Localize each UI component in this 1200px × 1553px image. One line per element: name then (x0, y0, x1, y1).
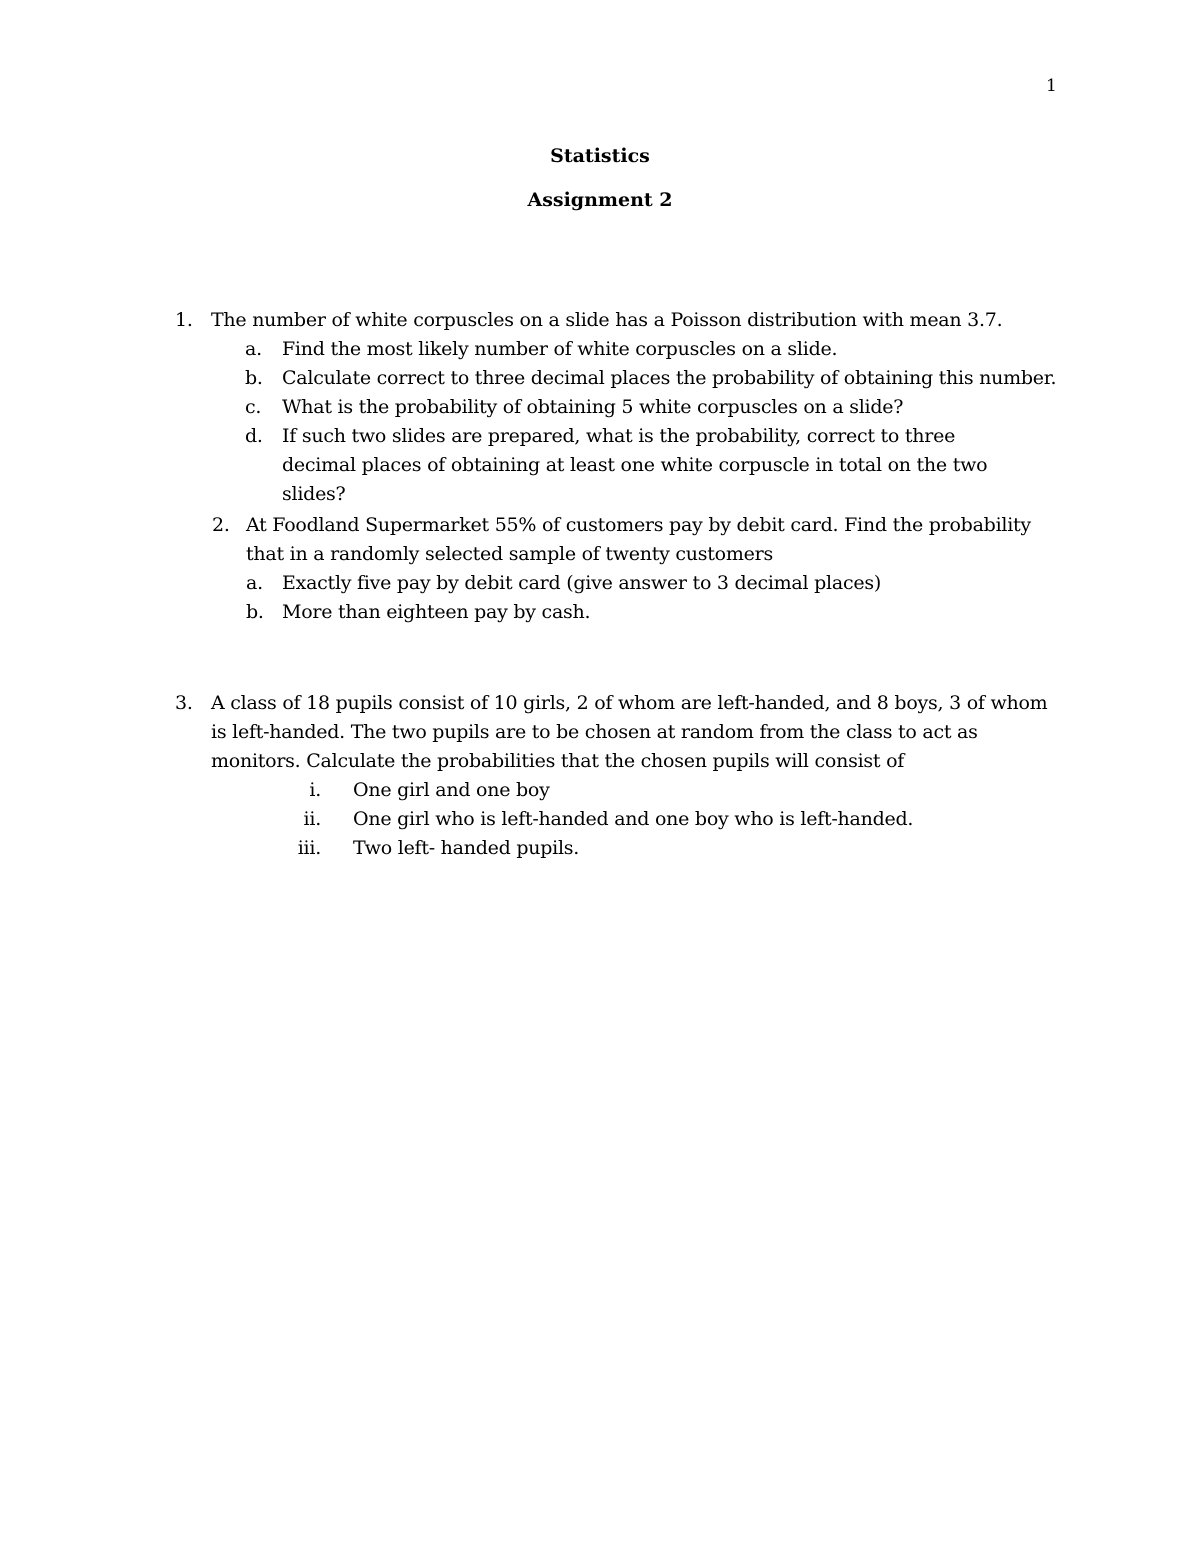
part-text: Two left- handed pupils. (353, 837, 580, 859)
part-text: One girl who is left-handed and one boy who is left-handed. (353, 808, 914, 830)
part-text: Find the most likely number of white corpuscles on a slide. (282, 338, 838, 360)
part-text: More than eighteen pay by cash. (282, 601, 591, 623)
question-number: 3. (175, 692, 193, 714)
part-text: Calculate correct to three decimal places the probability of obtaining this number. (282, 367, 1057, 389)
part-marker: ii. (303, 808, 321, 830)
part-marker: b. (245, 367, 263, 389)
page-number: 1 (1046, 76, 1057, 96)
question-part (211, 805, 1066, 834)
question-text: The number of white corpuscles on a slide has a Poisson distribution with mean 3.7. (211, 309, 1003, 331)
part-text: One girl and one boy (353, 779, 550, 801)
part-marker: a. (245, 338, 262, 360)
part-marker: i. (309, 779, 321, 801)
question-2 (212, 511, 1066, 627)
question-part (211, 393, 1071, 422)
part-text: Exactly five pay by debit card (give answer to 3 decimal places) (282, 572, 881, 594)
question-part (211, 834, 1066, 863)
question-number: 2. (212, 514, 230, 536)
part-marker: a. (246, 572, 263, 594)
question-1 (175, 306, 1071, 509)
document-subtitle: Assignment 2 (527, 189, 673, 211)
question-part (211, 422, 1002, 509)
question-3 (175, 689, 1066, 863)
question-number: 1. (175, 309, 193, 331)
question-part (211, 776, 1066, 805)
question-part (246, 598, 1066, 627)
part-marker: d. (245, 425, 263, 447)
part-marker: b. (246, 601, 264, 623)
question-part (211, 335, 1071, 364)
question-part (211, 364, 1071, 393)
part-text: What is the probability of obtaining 5 white corpuscles on a slide? (282, 396, 904, 418)
question-part (246, 569, 1066, 598)
part-marker: c. (245, 396, 262, 418)
question-text: At Foodland Supermarket 55% of customers pay by debit card. Find the probability that in a randomly selected sample of twenty customers (246, 514, 1031, 565)
part-text: If such two slides are prepared, what is the probability, correct to three decimal places of obtaining at least one white corpuscle in total on the two slides? (282, 425, 988, 505)
part-marker: iii. (297, 837, 321, 859)
document-title: Statistics (550, 145, 650, 167)
question-text: A class of 18 pupils consist of 10 girls, 2 of whom are left-handed, and 8 boys, 3 of whom is left-handed. The two pupils are to be chosen at random from the class to act as monitors. Calculate the probabilities that the chosen pupils will consist of (211, 692, 1048, 772)
